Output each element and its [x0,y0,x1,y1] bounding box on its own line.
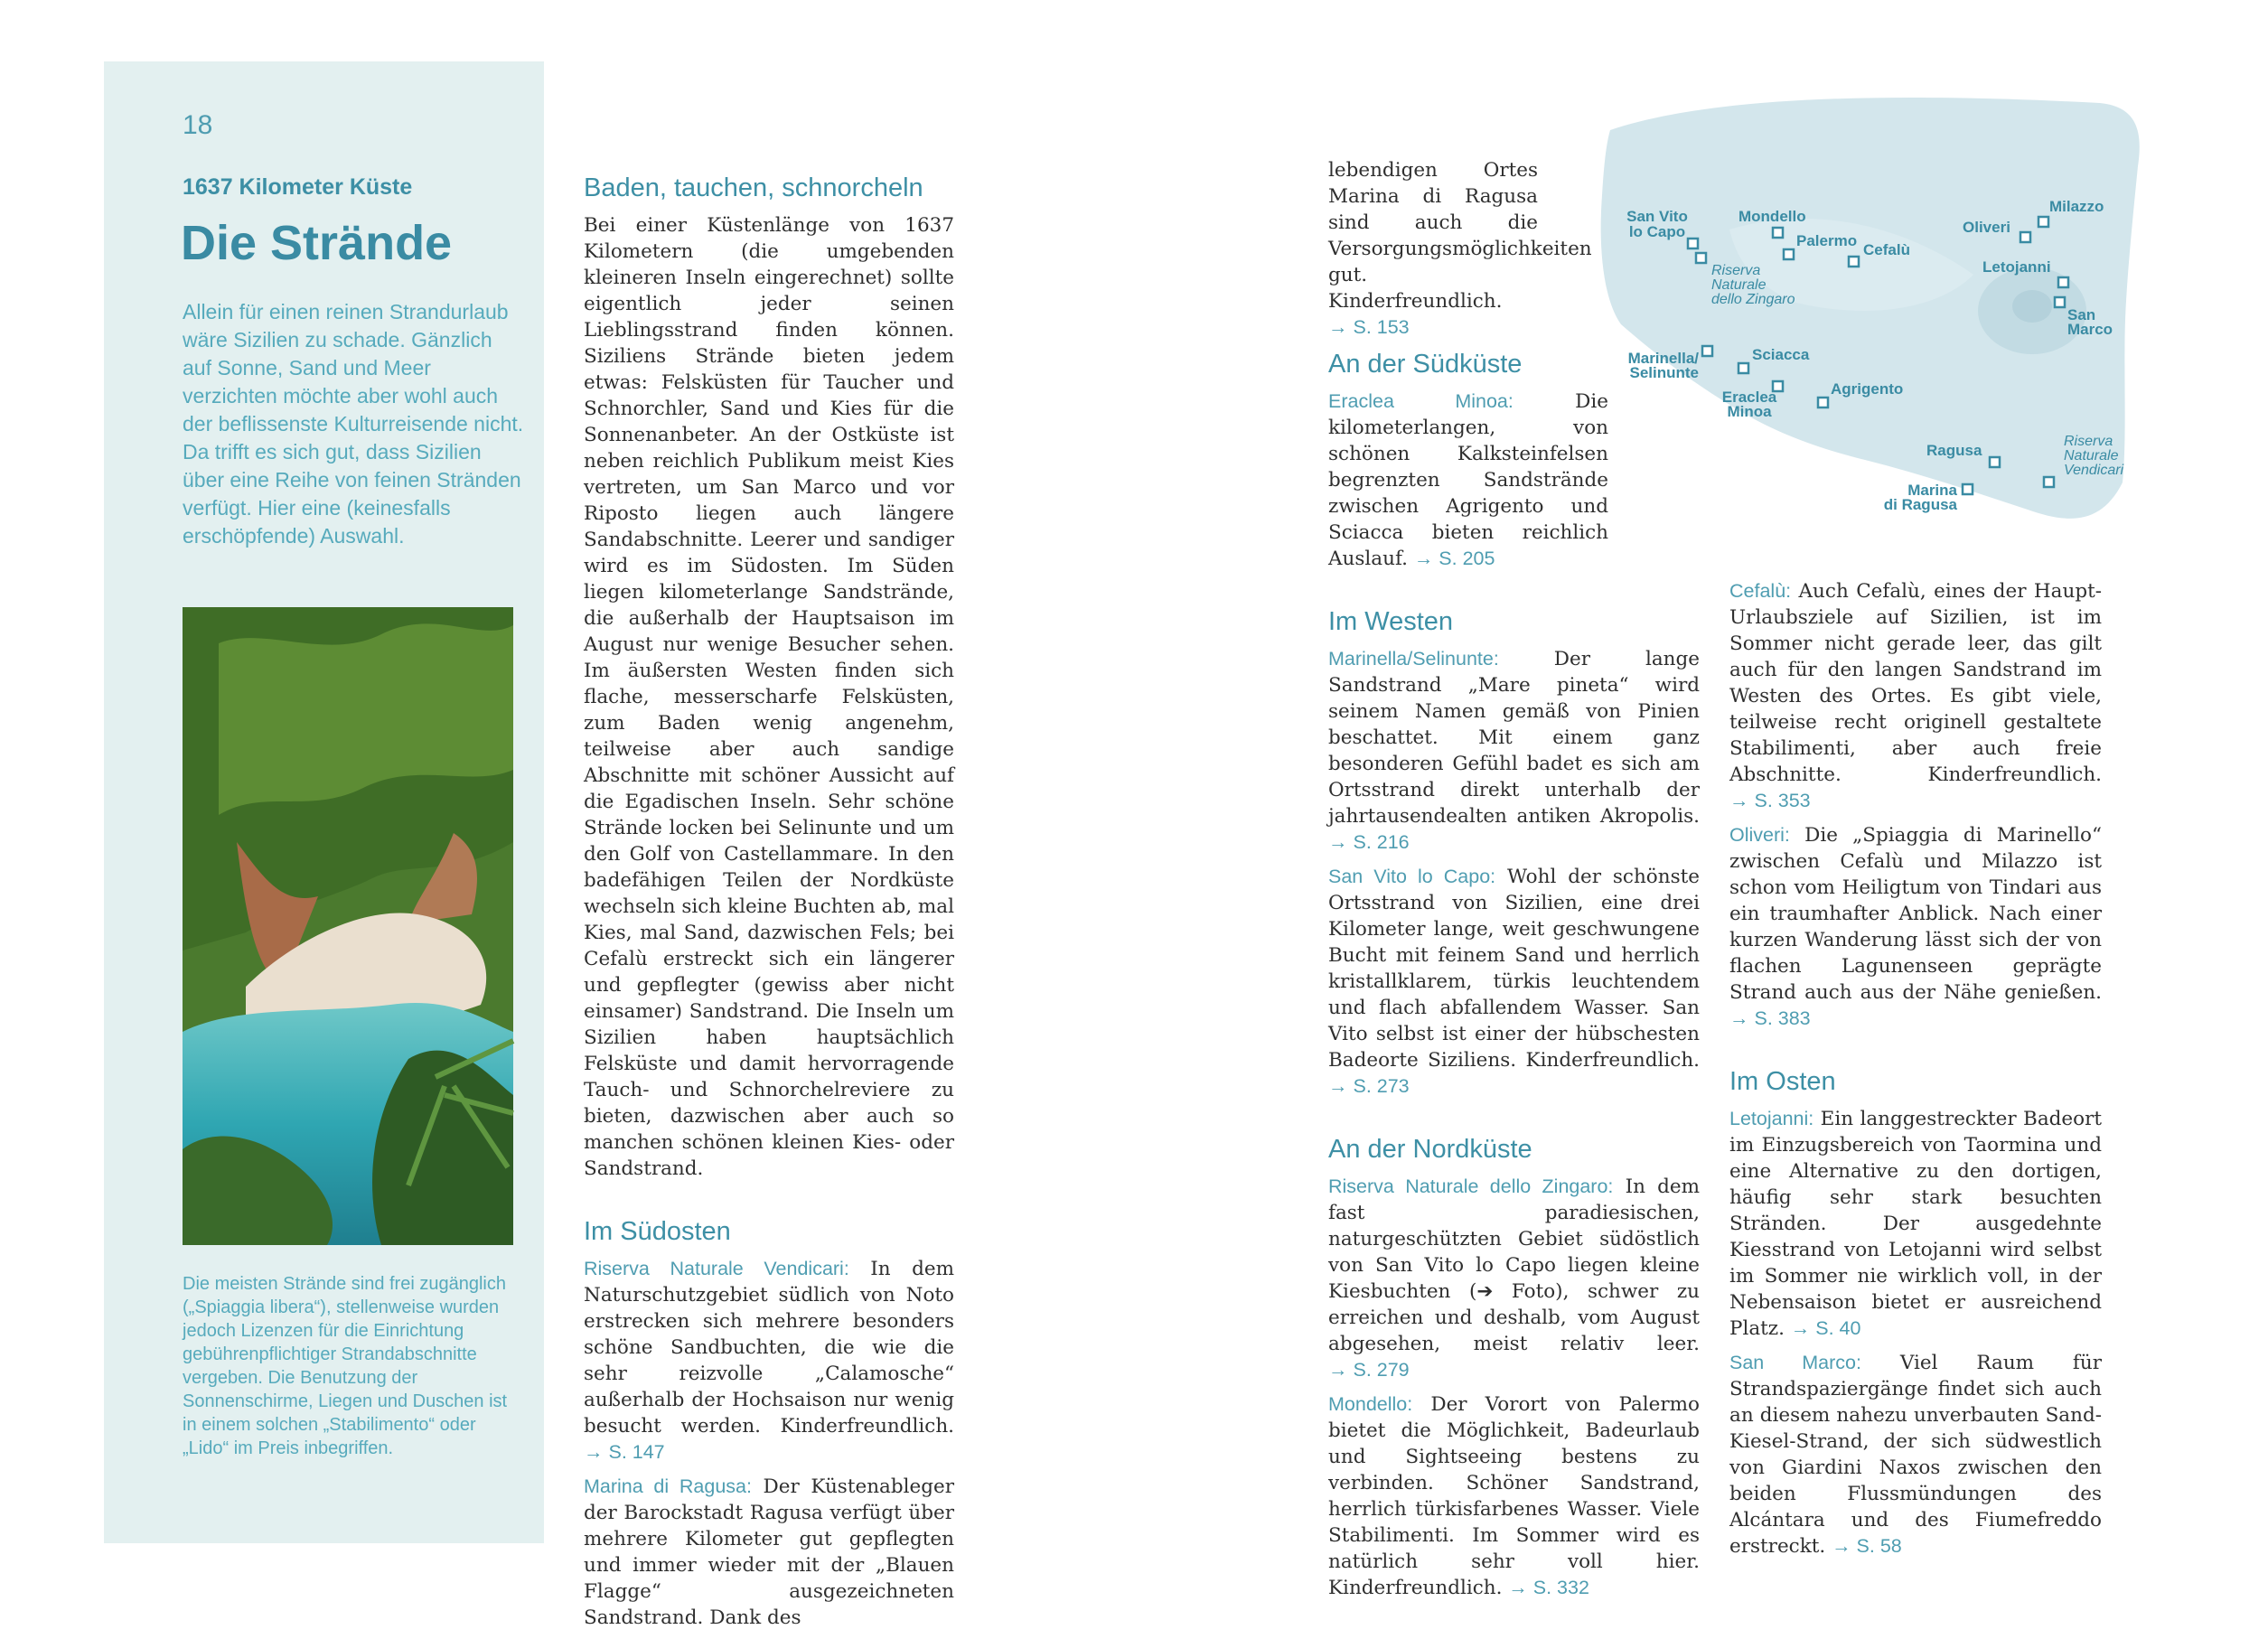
beach-photo [183,607,513,1245]
entry-title: Cefalù: [1729,580,1792,602]
entry-title: Oliveri: [1729,824,1790,846]
section-heading-southeast: Im Südosten [584,1217,731,1246]
section-heading-west: Im Westen [1328,607,1454,636]
entry-title: Eraclea Minoa: [1328,390,1514,412]
map-label-marinella: Marinella/ Selinunte [1627,350,1699,381]
page-reference-link[interactable]: → S. 147 [584,1441,665,1463]
entry-oliveri: Oliveri: Die „Spiaggia di Marinello“ zwischen Cefalù und Milazzo ist schon vom Heiligtum von Tindari aus ein traumhafter Anblick. Nach einer kurzen Wanderung lässt sich der von flachen Lagunenseen geprägte Strand auch aus der Nähe genießen. → S. 383 [1729,824,2102,1029]
entry-marina-di-ragusa-continued: lebendigen Ortes Marina di Ragusa sind auch die Versorgungsmöglichkeiten gut. Kinderfreundlich. → S. 153 [1328,159,1592,338]
page-reference-link[interactable]: → S. 40 [1790,1317,1861,1339]
entry-title: Marinella/Selinunte: [1328,648,1499,670]
map-label-marina-di-ragusa: Marina di Ragusa [1883,482,1957,513]
marker-vendicari [2044,477,2054,487]
marker-sciacca [1738,363,1748,373]
map-label-ragusa: Ragusa [1926,442,1982,459]
map-label-agrigento: Agrigento [1831,380,1904,398]
marker-zingaro [1696,253,1706,263]
page-reference-link[interactable]: → S. 58 [1832,1535,1902,1557]
map-label-milazzo: Milazzo [2049,198,2104,215]
marker-palermo [1784,249,1794,259]
entry-letojanni: Letojanni: Ein langgestreckter Badeort im Einzugsbereich von Taormina und eine Alternative zu den dortigen, häufig sehr stark besuchten Stränden. Der ausgedehnte Kiesstrand von Letojanni wird selbst im Sommer nie wirklich voll, in der Nebensaison bietet er ausreichend Platz. → S. 40 [1729,1108,2102,1340]
photo-caption: Die meisten Strände sind frei zugänglich („Spiaggia libera“), stellenweise wurden jedoch Lizenzen für die Einrichtung gebührenpflichtiger Strandabschnitte vergeben. Die Benutzung der Sonnenschirme, Liegen und Duschen ist in einem solchen „Stabilimento“ oder „Lido“ im Preis inbegriffen. [183,1274,508,1458]
entry-mondello: Mondello: Der Vorort von Palermo bietet die Möglichkeit, Badeurlaub und Sightseeing bestens zu verbinden. Schöner Sandstrand, herrlich türkisfarbenes Wasser. Viele Stabilimenti. Im Sommer wird es natürlich sehr voll hier. Kinderfreundlich. → S. 332 [1328,1393,1700,1599]
map-label-cefalu: Cefalù [1863,241,1910,258]
marker-marinella [1702,346,1712,356]
entry-title: San Marco: [1729,1352,1861,1373]
marker-oliveri [2020,232,2030,242]
entry-eraclea-minoa: Eraclea Minoa: Die kilometerlangen, von schönen Kalksteinfelsen begrenzten Sandstrände zwischen Agrigento und Sciacca bieten reichlich Auslauf. → S. 205 [1328,390,1609,570]
page-reference-link[interactable]: → S. 279 [1328,1359,1410,1381]
page-reference-link[interactable]: → S. 332 [1508,1577,1589,1598]
marker-marina-di-ragusa [1963,484,1973,494]
marker-milazzo [2038,217,2048,227]
map-label-mondello: Mondello [1738,208,1806,225]
intro-text: Allein für einen reinen Strandurlaub wäre Sizilien zu schade. Gänzlich auf Sonne, Sand und Meer verzichten möchte aber wohl auch der beflissenste Kulturreisende nicht. Da trifft es sich gut, dass Sizilien über eine Reihe von feinen Stränden verfügt. Hier eine (keinesfalls erschöpfende) Auswahl. [183,300,524,548]
entry-title: Riserva Naturale dello Zingaro: [1328,1175,1614,1197]
entry-title: San Vito lo Capo: [1328,866,1496,887]
page-reference-link[interactable]: → S. 216 [1328,831,1410,853]
map-label-oliveri: Oliveri [1963,219,2010,236]
map-label-san-vito: San Vito lo Capo [1626,208,1688,240]
text-column-1 [584,172,954,1639]
map-label-vendicari: Riserva Naturale Vendicari [2064,434,2124,478]
page-number: 18 [183,110,213,140]
entry-marina-di-ragusa: Marina di Ragusa: Der Küstenableger der Barockstadt Ragusa verfügt über mehrere Kilometer gut gepflegten und immer wieder mit der „Blauen Flagge“ ausgezeichneten Sandstrand. Dank des [584,1475,954,1629]
text-column-3-top [1328,157,1592,349]
entry-san-marco: San Marco: Viel Raum für Strandspaziergänge findet sich auch an diesem nahezu unverbauten Sand-Kiesel-Strand, der sich südwestlich von Giardini Naxos zwischen den beiden Flussmündungen des Alcántara und des Fiumefreddo erstreckt. → S. 58 [1729,1352,2102,1558]
page-reference-link[interactable]: → S. 383 [1729,1007,1811,1029]
page-reference-link[interactable]: → S. 205 [1413,548,1495,569]
page-title: Die Strände [181,216,453,270]
map-label-sciacca: Sciacca [1752,346,1810,363]
section-heading-south: An der Südküste [1328,350,1523,379]
marker-mondello [1773,228,1783,238]
map-label-palermo: Palermo [1796,232,1858,249]
section-heading-north: An der Nordküste [1328,1135,1532,1164]
entry-riserva-zingaro: Riserva Naturale dello Zingaro: In dem fast paradiesischen, naturgeschützten Gebiet südöstlich von San Vito lo Capo liegen kleine Kiesbuchten (➔ Foto), schwer zu erreichen und deshalb, vom August abgesehen, meist relativ leer. → S. 279 [1328,1175,1700,1381]
entry-marinella-selinunte: Marinella/Selinunte: Der lange Sandstrand „Mare pineta“ wird seinem Namen gemäß von Pinien beschattet. Mit einem ganz besonderen Gefühl badet es sich am Ortsstrand direkt unterhalb der jahrtausendealten antiken Akropolis. → S. 216 [1328,648,1700,853]
entry-title: Letojanni: [1729,1108,1814,1129]
section-heading-east: Im Osten [1729,1067,1836,1096]
map-label-san-marco: San Marco [2067,306,2113,338]
marker-letojanni [2058,277,2068,287]
map-label-eraclea: Eraclea Minoa [1721,389,1777,420]
map-label-letojanni: Letojanni [1982,258,2051,276]
marker-san-vito [1688,239,1698,248]
entry-title: Marina di Ragusa: [584,1475,752,1497]
entry-san-vito-lo-capo: San Vito lo Capo: Wohl der schönste Ortsstrand von Sizilien, eine drei Kilometer lange, weit geschwungene Bucht mit feinem Sand und herrlich kristallklarem, türkis leuchtendem und flach abfallendem Wasser. San Vito selbst ist einer der hübschesten Badeorte Siziliens. Kinderfreundlich. → S. 273 [1328,866,1700,1097]
marker-agrigento [1818,398,1828,407]
entry-vendicari: Riserva Naturale Vendicari: In dem Naturschutzgebiet südlich von Noto erstrecken sich mehrere besonders schöne Sandbuchten, die wie die sehr reizvolle „Calamosche“ außerhalb der Hochsaison nur wenig besucht werden. Kinderfreundlich. → S. 147 [584,1258,954,1463]
page-reference-link[interactable]: → S. 353 [1729,790,1811,811]
sicily-beach-map [1594,94,2147,539]
section-kicker: 1637 Kilometer Küste [183,174,413,200]
marker-san-marco [2055,297,2065,307]
overview-paragraph: Bei einer Küstenlänge von 1637 Kilometern (die umgebenden kleineren Inseln eingerechnet) sollte eigentlich jeder seinen Lieblingsstrand finden können. Siziliens Strände bieten jedem etwas: Felsküsten für Taucher und Schnorchler, Sand und Kies für die Sonnenanbeter. An der Ostküste ist neben reichlich Publikum meist Kies vertreten, um San Marco und vor Riposto liegen auch längere Sandabschnitte. Leerer und sandiger wird es im Südosten. Im Süden liegen kilometerlange Sandstrände, die außerhalb der Hauptsaison im August nur wenige Besucher sehen. Im äußersten Westen finden sich flache, messerscharfe Felsküsten, zum Baden wenig angenehm, teilweise aber auch sandige Abschnitte mit schöner Aussicht auf die Egadischen Inseln. Sehr schöne Strände locken bei Selinunte und um den Golf von Castellammare. In den badefähigen Teilen der Nordküste wechseln sich kleine Buchten ab, mal Kies, mal Sand, dazwischen Fels; bei Cefalù erstreckt sich ein längerer und gepflegter (gewiss aber nicht einsamer) Sandstrand. Die Inseln um Sizilien haben hauptsächlich Felsküste und damit hervorragende Tauch- und Schnorchelreviere zu bieten, dazwischen aber auch so manchen schönen kleinen Kies- oder Sandstrand. [584,214,954,1180]
page-reference-link[interactable]: → S. 273 [1328,1075,1410,1097]
page-reference-link[interactable]: → S. 153 [1328,316,1410,338]
entry-title: Riserva Naturale Vendicari: [584,1258,849,1279]
marker-cefalu [1849,257,1859,267]
entry-title: Mondello: [1328,1393,1413,1415]
text-column-4 [1729,578,2102,1568]
entry-cefalu: Cefalù: Auch Cefalù, eines der Haupt-Urlaubsziele auf Sizilien, ist im Sommer nicht gerade leer, das gilt auch für den langen Sandstrand im Westen des Ortes. Es gibt viele, teilweise recht originell gestaltete Stabilimenti, aber auch freie Abschnitte. Kinderfreundlich. → S. 353 [1729,580,2102,811]
marker-ragusa [1990,457,2000,467]
section-heading-overview: Baden, tauchen, schnorcheln [584,173,923,202]
map-label-zingaro: Riserva Naturale dello Zingaro [1711,263,1795,307]
